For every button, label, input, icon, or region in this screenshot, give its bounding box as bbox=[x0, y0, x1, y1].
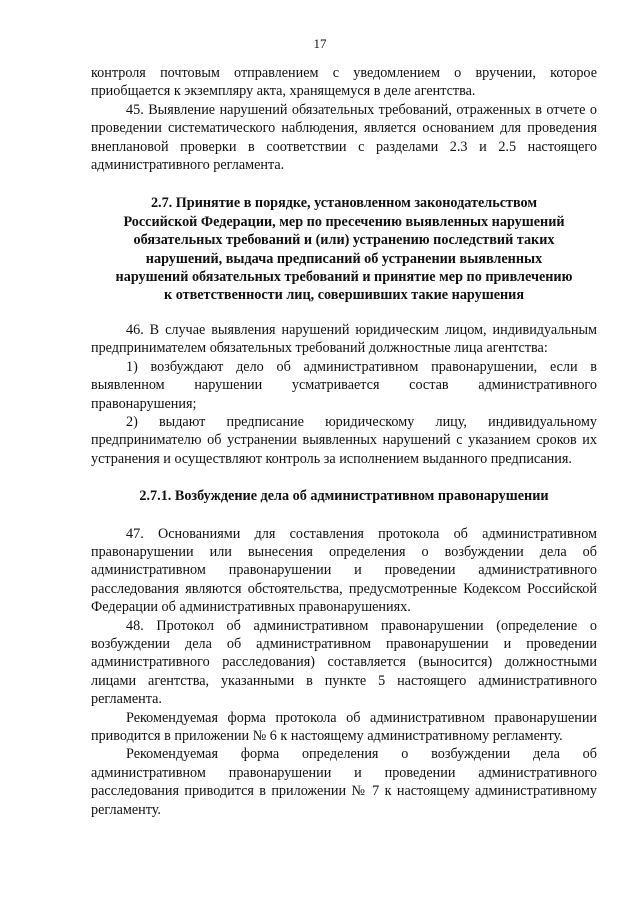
paragraph-continuation: контроля почтовым отправлением с уведомлением о вручении, которое приобщается к экземпляру акта, хранящемуся в деле агентства. bbox=[91, 65, 597, 100]
paragraph-46-item-1: 1) возбуждают дело об административном правонарушении, если в выявленном нарушении усматривается состав административного правонарушения; bbox=[91, 358, 597, 412]
paragraph-46: 46. В случае выявления нарушений юридическим лицом, индивидуальным предпринимателем обязательных требований должностные лица агентства: bbox=[91, 321, 597, 357]
section-heading-2-7-1: 2.7.1. Возбуждение дела об административном правонарушении bbox=[139, 488, 549, 505]
document-body bbox=[91, 64, 597, 819]
section-heading-line: 2.7. Принятие в порядке, установленном законодательством bbox=[150, 195, 538, 212]
paragraph-form-protocol: Рекомендуемая форма протокола об административном правонарушении приводится в приложении № 6 к настоящему административному регламенту. bbox=[91, 709, 597, 744]
paragraph-form-definition: Рекомендуемая форма определения о возбуждении дела об административном правонарушении и проведении административного расследования приводится в приложении № 7 к настоящему административному регламенту. bbox=[91, 746, 597, 818]
paragraph-46-item-2: 2) выдают предписание юридическому лицу, индивидуальному предпринимателю об устранении выявленных нарушений с указанием сроков их устранения и осуществляют контроль за исполнением выданного предписания. bbox=[91, 413, 597, 467]
section-heading-2-7 bbox=[91, 194, 597, 304]
section-heading-line: обязательных требований и (или) устранению последствий таких bbox=[133, 232, 555, 249]
section-heading-line: к ответственности лиц, совершивших такие нарушения bbox=[163, 287, 525, 304]
paragraph-48: 48. Протокол об административном правонарушении (определение о возбуждении дела об административном правонарушении и проведении административного расследования) составляется (выносится) должностными лицами агентства, указанными в пункте 5 настоящего административного регламента. bbox=[91, 617, 597, 708]
section-heading-line: нарушений, выдача предписаний об устранении выявленных bbox=[145, 250, 543, 267]
section-heading-line: нарушений обязательных требований и принятие мер по привлечению bbox=[115, 269, 573, 286]
page-number: 17 bbox=[313, 36, 327, 51]
paragraph-45: 45. Выявление нарушений обязательных требований, отраженных в отчете о проведении систематического наблюдения, является основанием для проведения внеплановой проверки в соответствии с разделами 2.3 и 2.5 настоящего административного регламента. bbox=[91, 101, 597, 174]
paragraph-47: 47. Основаниями для составления протокола об административном правонарушении или вынесения определения о возбуждении дела об административном правонарушении и проведении административного расследования являются обстоятельства, предусмотренные Кодексом Российской Федерации об административных правонарушениях. bbox=[91, 525, 597, 616]
section-heading-line: Российской Федерации, мер по пресечению выявленных нарушений bbox=[123, 213, 565, 230]
